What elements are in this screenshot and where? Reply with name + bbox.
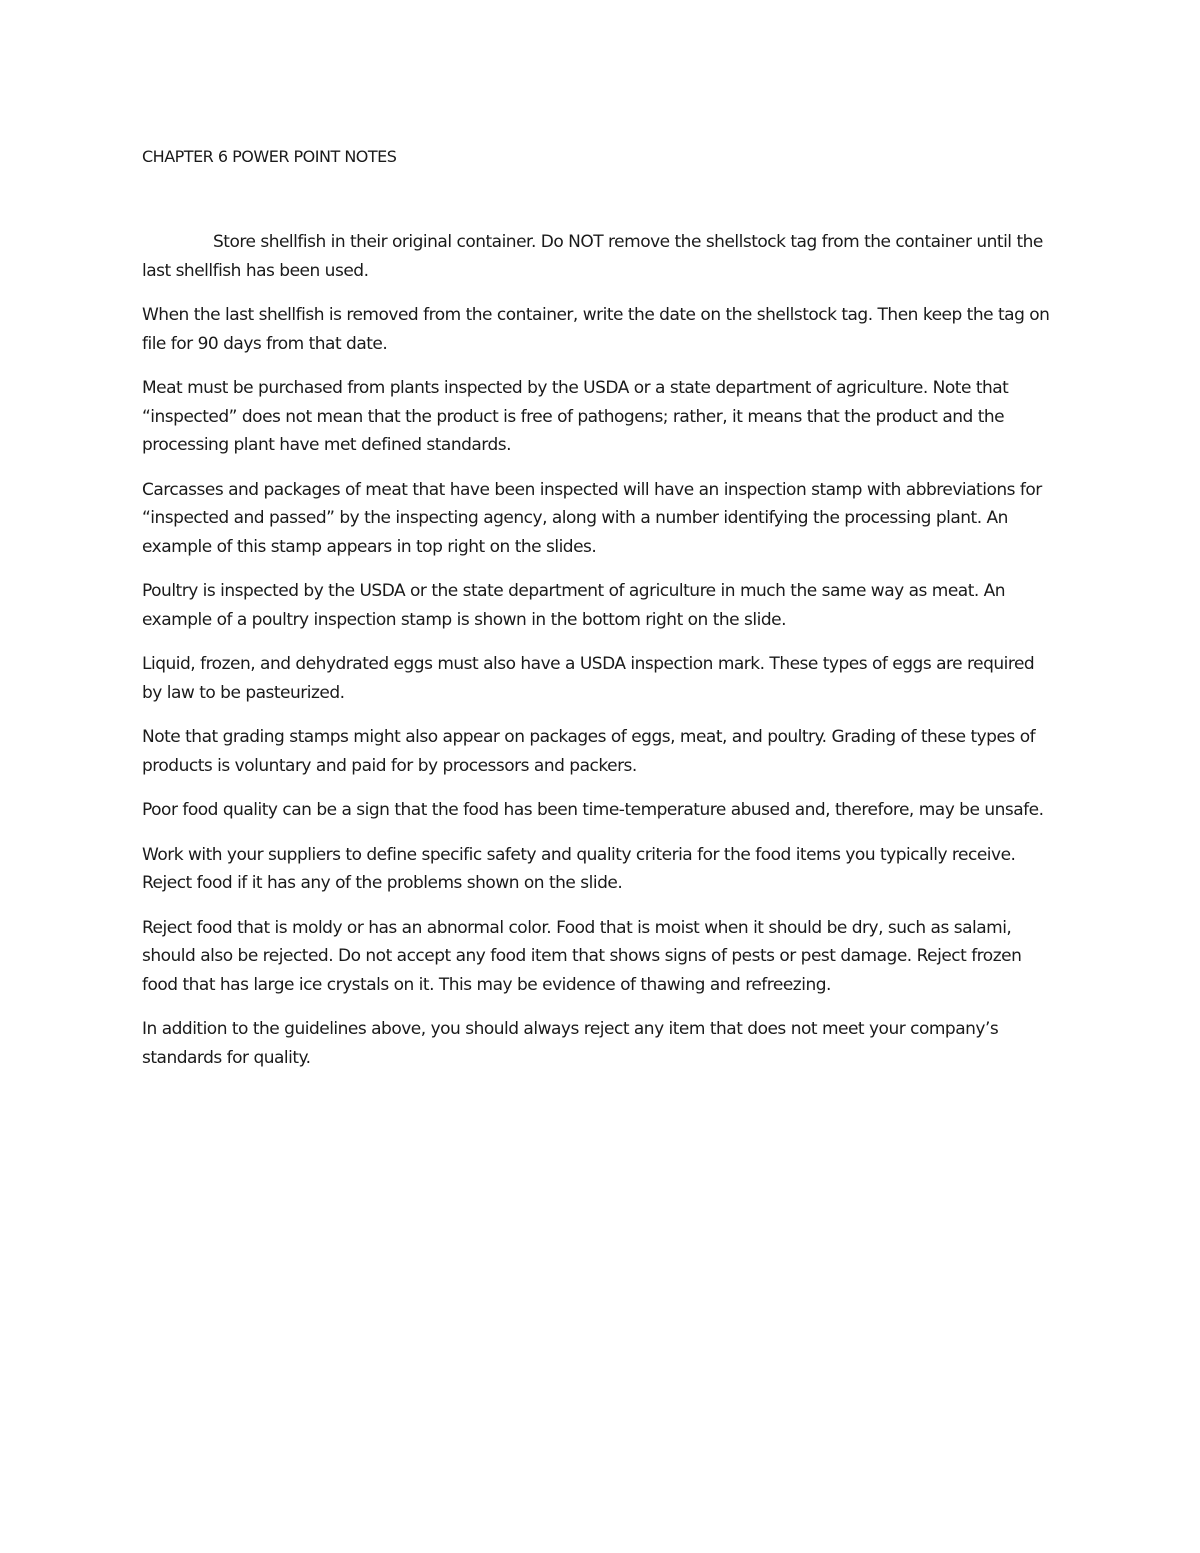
paragraph-grading-stamps: Note that grading stamps might also appear on packages of eggs, meat, and poultry. Grading of these types of products is voluntary and paid for by processors and packers. [142, 727, 1036, 776]
paragraph-shellstock-tag: When the last shellfish is removed from the container, write the date on the shellstock tag. Then keep the tag on file for 90 days from that date. [142, 305, 1050, 354]
paragraph-company-standards: In addition to the guidelines above, you should always reject any item that does not meet your company’s standards for quality. [142, 1019, 999, 1068]
paragraph-reject-criteria: Reject food that is moldy or has an abnormal color. Food that is moist when it should be dry, such as salami, should also be rejected. Do not accept any food item that shows signs of pests or pest damage. Reject frozen food that has large ice crystals on it. This may be evidence of thawing and refreezing. [142, 917, 1022, 995]
paragraph-meat-inspection: Meat must be purchased from plants inspected by the USDA or a state department of agriculture. Note that “inspected” does not mean that the product is free of pathogens; rather, it means that the product and the processing plant have met defined standards. [142, 378, 1009, 455]
paragraph-shellfish-storage: Store shellfish in their original container. Do NOT remove the shellstock tag from the container until the last shellfish has been used. [142, 232, 1043, 281]
paragraph-supplier-criteria: Work with your suppliers to define specific safety and quality criteria for the food items you typically receive. Reject food if it has any of the problems shown on the slide. [142, 844, 1016, 893]
document-title: CHAPTER 6 POWER POINT NOTES [142, 147, 397, 166]
paragraph-eggs: Liquid, frozen, and dehydrated eggs must also have a USDA inspection mark. These types of eggs are required by law to be pasteurized. [142, 654, 1035, 703]
document-body [142, 142, 1054, 1088]
paragraph-food-quality: Poor food quality can be a sign that the food has been time-temperature abused and, therefore, may be unsafe. [142, 800, 1044, 820]
paragraph-inspection-stamp: Carcasses and packages of meat that have been inspected will have an inspection stamp with abbreviations for “inspected and passed” by the inspecting agency, along with a number identifying the processing plant. An example of this stamp appears in top right on the slides. [142, 479, 1042, 557]
paragraph-poultry-inspection: Poultry is inspected by the USDA or the state department of agriculture in much the same way as meat. An example of a poultry inspection stamp is shown in the bottom right on the slide. [142, 581, 1006, 630]
